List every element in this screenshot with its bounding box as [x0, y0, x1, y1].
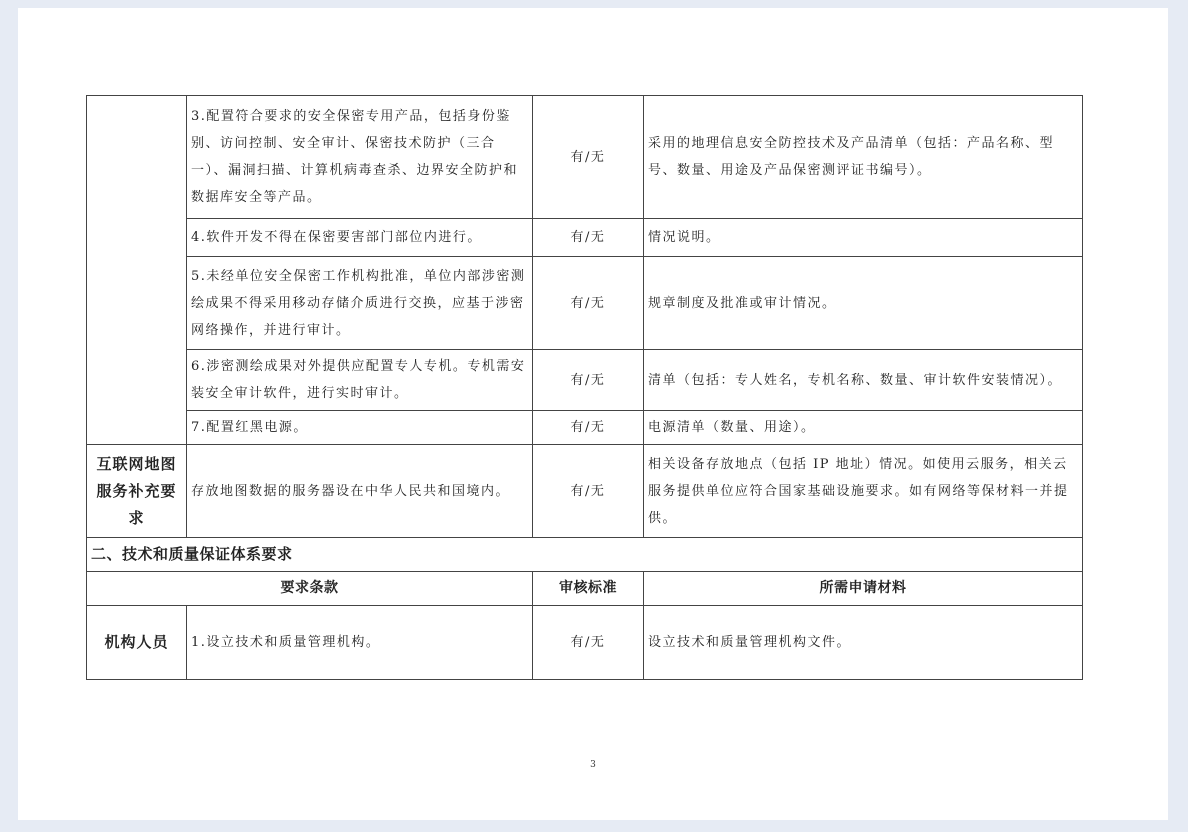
category-cell-continued: [87, 96, 187, 445]
required-materials: 清单（包括：专人姓名，专机名称、数量、审计软件安装情况）。: [644, 350, 1083, 411]
section-title: 二、技术和质量保证体系要求: [87, 538, 1083, 572]
audit-standard: 有/无: [533, 96, 644, 219]
required-materials: 规章制度及批准或审计情况。: [644, 257, 1083, 350]
category-cell: 机构人员: [87, 606, 187, 680]
requirement-item: 6.涉密测绘成果对外提供应配置专人专机。专机需安装安全审计软件，进行实时审计。: [187, 350, 533, 411]
table-row: [87, 606, 1083, 680]
requirement-item: 4.软件开发不得在保密要害部门部位内进行。: [187, 219, 533, 257]
audit-standard: 有/无: [533, 219, 644, 257]
required-materials: 电源清单（数量、用途）。: [644, 411, 1083, 445]
requirement-item: 5.未经单位安全保密工作机构批准，单位内部涉密测绘成果不得采用移动存储介质进行交换，应基于涉密网络操作，并进行审计。: [187, 257, 533, 350]
audit-standard: 有/无: [533, 350, 644, 411]
required-materials: 相关设备存放地点（包括 IP 地址）情况。如使用云服务，相关云服务提供单位应符合国家基础设施要求。如有网络等保材料一并提供。: [644, 445, 1083, 538]
document-page: [18, 8, 1168, 820]
audit-standard: 有/无: [533, 445, 644, 538]
page-number: 3: [590, 760, 596, 770]
header-materials: 所需申请材料: [644, 572, 1083, 606]
audit-standard: 有/无: [533, 606, 644, 680]
requirements-table: [86, 95, 1083, 680]
required-materials: 情况说明。: [644, 219, 1083, 257]
requirement-item: 存放地图数据的服务器设在中华人民共和国境内。: [187, 445, 533, 538]
section-title-row: [87, 538, 1083, 572]
table-header-row: [87, 572, 1083, 606]
table-row: [87, 96, 1083, 219]
table-row: [87, 350, 1083, 411]
audit-standard: 有/无: [533, 411, 644, 445]
requirement-item: 1.设立技术和质量管理机构。: [187, 606, 533, 680]
required-materials: 采用的地理信息安全防控技术及产品清单（包括：产品名称、型号、数量、用途及产品保密测评证书编号）。: [644, 96, 1083, 219]
required-materials: 设立技术和质量管理机构文件。: [644, 606, 1083, 680]
category-cell: 互联网地图服务补充要求: [87, 445, 187, 538]
table-row: [87, 411, 1083, 445]
requirement-item: 7.配置红黑电源。: [187, 411, 533, 445]
requirement-item: 3.配置符合要求的安全保密专用产品，包括身份鉴别、访问控制、安全审计、保密技术防护（三合一）、漏洞扫描、计算机病毒查杀、边界安全防护和数据库安全等产品。: [187, 96, 533, 219]
header-standard: 审核标准: [533, 572, 644, 606]
table-row: [87, 219, 1083, 257]
table-row: [87, 257, 1083, 350]
table-row: [87, 445, 1083, 538]
audit-standard: 有/无: [533, 257, 644, 350]
header-clause: 要求条款: [87, 572, 533, 606]
